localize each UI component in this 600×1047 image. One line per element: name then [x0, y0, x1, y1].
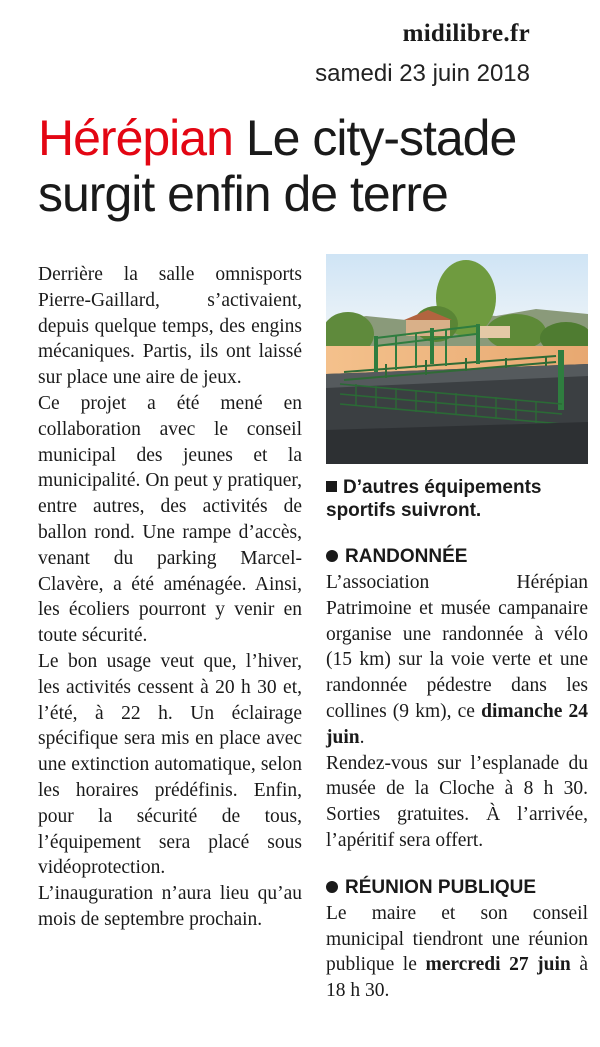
headline-title-line1: Le city-stade	[245, 110, 517, 166]
city-stade-photo	[326, 254, 588, 464]
randonnee-paragraph-2: Rendez-vous sur l’esplanade du musée de la Cloche à 8 h 30. Sorties gratuites. À l’arrivée, l’apéritif sera offert.	[326, 752, 588, 851]
headline-town: Hérépian	[38, 110, 233, 166]
photo-caption	[326, 476, 588, 522]
reunion-heading-text: RÉUNION PUBLIQUE	[345, 876, 537, 898]
photo-illustration	[326, 254, 588, 464]
reunion-text-end: à 18 h 30.	[326, 954, 588, 1002]
caption-square-marker	[326, 481, 337, 492]
reunion-text: Le maire et son conseil municipal tiendront une réunion publique le	[326, 902, 588, 976]
article-paragraph-4: L’inauguration n’aura lieu qu’au mois de septembre prochain.	[38, 883, 302, 930]
randonnee-date: dimanche 24 juin	[326, 700, 588, 748]
randonnee-heading	[326, 544, 588, 570]
headline-title-line2: surgit enfin de terre	[38, 166, 448, 222]
article-body	[38, 262, 302, 933]
article-paragraph-2: Ce projet a été mené en collaboration avec le conseil municipal des jeunes et la municipalité. On peut y pratiquer, entre autres, des activités de ballon rond. Une rampe d’accès, venant du parking Marcel-Clavère, a été aménagée. Ainsi, les écoliers pourront y venir en toute sécurité.	[38, 392, 302, 647]
randonnee-paragraph-1	[326, 570, 588, 751]
reunion-paragraph	[326, 901, 588, 1004]
article-paragraph-3: Le bon usage veut que, l’hiver, les activités cessent à 20 h 30 et, l’été, à 22 h. Un éclairage spécifique sera mis en place avec une extinction automatique, selon les horaires prédéfinis. Enfin, pour la sécurité de tous, l’équipement sera placé sous vidéoprotection.	[38, 650, 302, 879]
randonnee-text: L’association Hérépian Patrimoine et musée campanaire organise une randonnée à vélo (15 km) sur la voie verte et une randonnée pédestre dans les collines (9 km), ce	[326, 572, 588, 722]
reunion-date: mercredi 27 juin	[425, 954, 571, 976]
randonnee-text-end: .	[359, 726, 365, 748]
headline	[38, 110, 578, 222]
photo-caption-text: D’autres équipements sportifs suivront.	[326, 477, 542, 521]
publication-date: samedi 23 juin 2018	[315, 60, 530, 87]
reunion-heading	[326, 875, 588, 901]
article-paragraph-1: Derrière la salle omnisports Pierre-Gaillard, s’activaient, depuis quelque temps, des engins mécaniques. Partis, ils ont laissé sur place une aire de jeux.	[38, 264, 302, 389]
randonnee-bullet	[326, 550, 338, 562]
reunion-bullet	[326, 881, 338, 893]
randonnee-heading-text: RANDONNÉE	[345, 546, 468, 567]
brief-column	[326, 544, 588, 1004]
source-name: midilibre.fr	[402, 20, 530, 47]
